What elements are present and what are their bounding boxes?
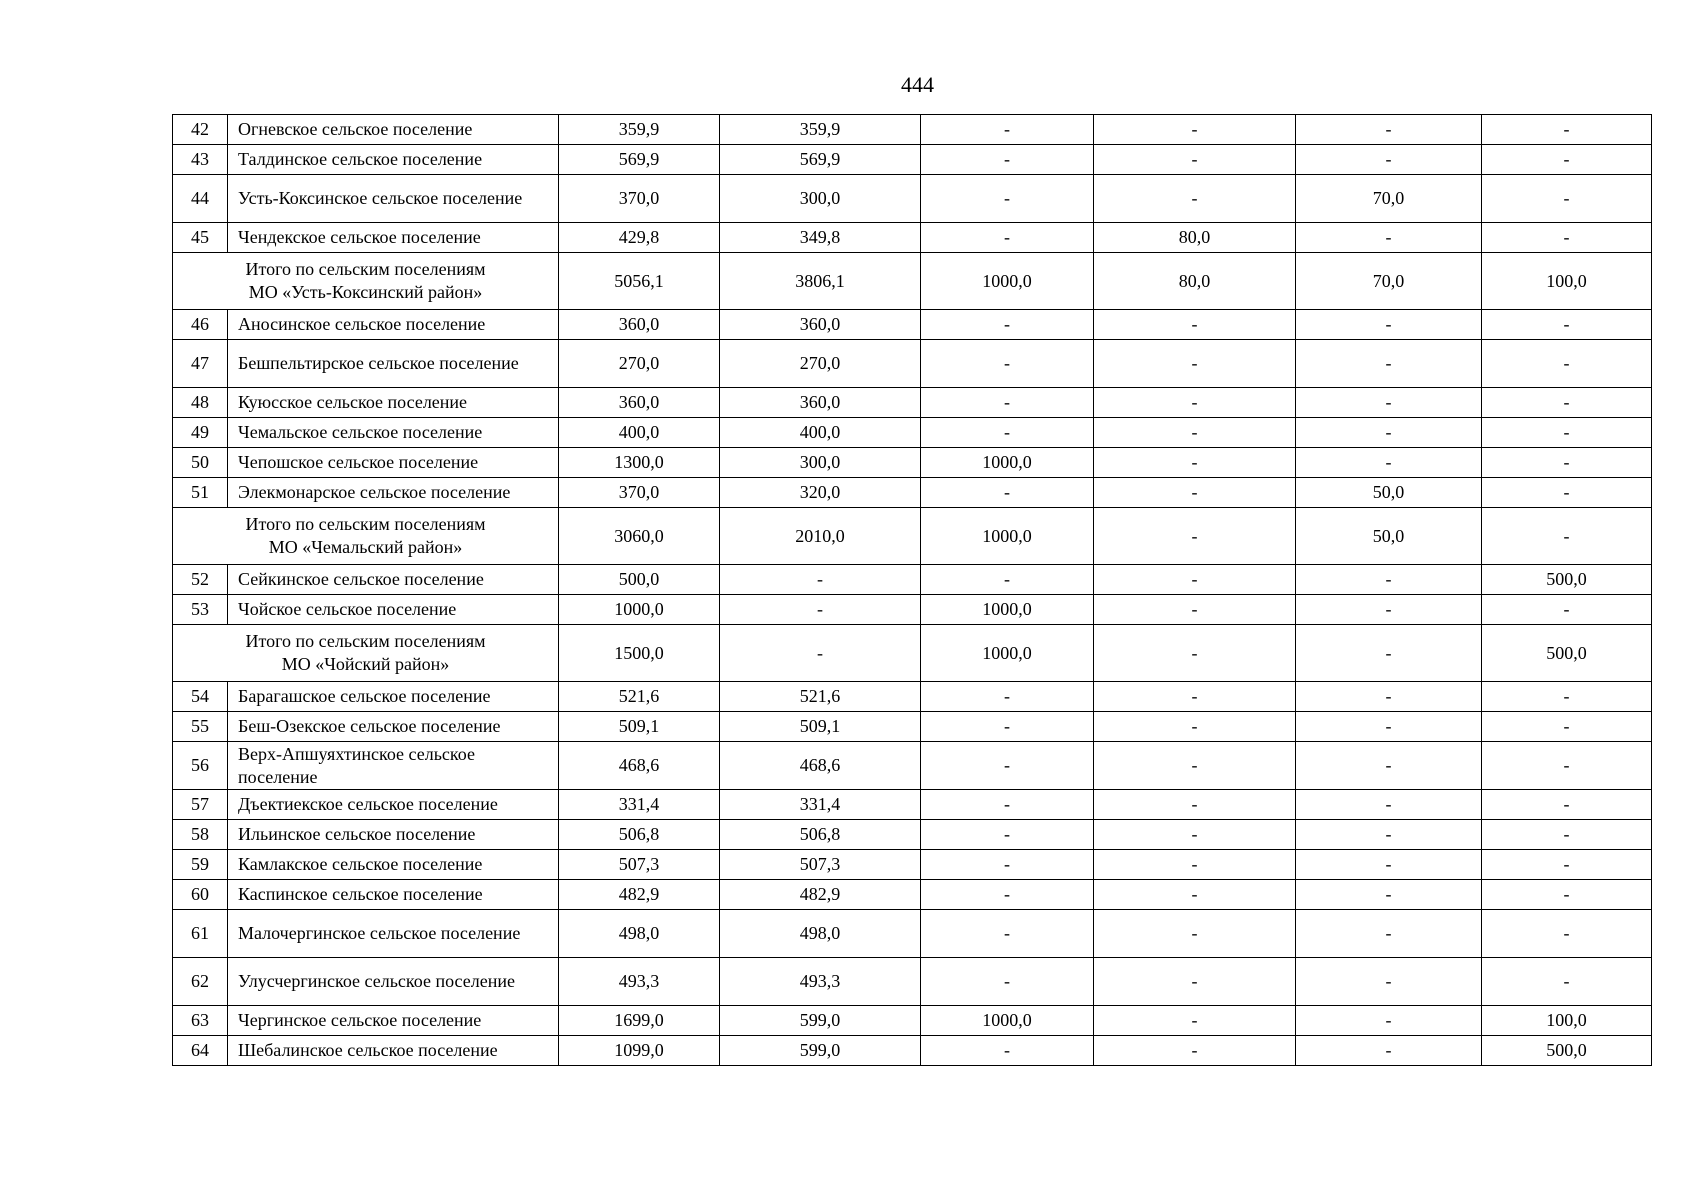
amount-cell-col5: - [1296, 145, 1482, 175]
total-label-line: Итого по сельским поселениям [245, 514, 486, 534]
amount-cell-col6: - [1482, 742, 1652, 790]
row-number-cell: 64 [173, 1036, 228, 1066]
amount-cell-col1: 360,0 [559, 310, 720, 340]
amount-cell-col4: - [1094, 790, 1296, 820]
settlement-name-cell: Чепошское сельское поселение [228, 448, 559, 478]
amount-cell-col1: 359,9 [559, 115, 720, 145]
settlement-name-cell: Аносинское сельское поселение [228, 310, 559, 340]
table-row [173, 712, 1652, 742]
table-row [173, 595, 1652, 625]
amount-cell-col4: - [1094, 910, 1296, 958]
amount-cell-col2: 331,4 [720, 790, 921, 820]
total-label-line: Итого по сельским поселениям [245, 259, 486, 279]
total-label-line: МО «Усть-Коксинский район» [248, 282, 483, 302]
amount-cell-col1: 3060,0 [559, 508, 720, 565]
row-number-cell: 50 [173, 448, 228, 478]
amount-cell-col6: - [1482, 850, 1652, 880]
amount-cell-col2: 507,3 [720, 850, 921, 880]
amount-cell-col2: 300,0 [720, 175, 921, 223]
amount-cell-col6: 500,0 [1482, 1036, 1652, 1066]
amount-cell-col4: - [1094, 712, 1296, 742]
row-number-cell: 43 [173, 145, 228, 175]
row-number-cell: 62 [173, 958, 228, 1006]
row-number-cell: 56 [173, 742, 228, 790]
amount-cell-col4: - [1094, 1036, 1296, 1066]
amount-cell-col2: 482,9 [720, 880, 921, 910]
amount-cell-col6: - [1482, 478, 1652, 508]
table-row [173, 880, 1652, 910]
settlement-name-cell: Талдинское сельское поселение [228, 145, 559, 175]
amount-cell-col2: 521,6 [720, 682, 921, 712]
amount-cell-col3: - [921, 1036, 1094, 1066]
amount-cell-col1: 1300,0 [559, 448, 720, 478]
amount-cell-col5: - [1296, 910, 1482, 958]
amount-cell-col1: 500,0 [559, 565, 720, 595]
settlement-name-cell: Дъектиекское сельское поселение [228, 790, 559, 820]
settlement-name-cell: Барагашское сельское поселение [228, 682, 559, 712]
table-row [173, 958, 1652, 1006]
amount-cell-col4: - [1094, 958, 1296, 1006]
amount-cell-col1: 5056,1 [559, 253, 720, 310]
table-row [173, 418, 1652, 448]
row-number-cell: 49 [173, 418, 228, 448]
amount-cell-col6: - [1482, 175, 1652, 223]
amount-cell-col3: - [921, 115, 1094, 145]
table-row [173, 448, 1652, 478]
amount-cell-col4: - [1094, 625, 1296, 682]
settlement-name-cell: Огневское сельское поселение [228, 115, 559, 145]
amount-cell-col3: - [921, 820, 1094, 850]
row-number-cell: 44 [173, 175, 228, 223]
amount-cell-col5: 50,0 [1296, 478, 1482, 508]
amount-cell-col6: - [1482, 388, 1652, 418]
settlement-name-cell: Элекмонарское сельское поселение [228, 478, 559, 508]
amount-cell-col1: 331,4 [559, 790, 720, 820]
amount-cell-col3: - [921, 388, 1094, 418]
amount-cell-col4: - [1094, 682, 1296, 712]
amount-cell-col2: 270,0 [720, 340, 921, 388]
amount-cell-col5: - [1296, 850, 1482, 880]
table-row [173, 478, 1652, 508]
settlement-name-cell: Чемальское сельское поселение [228, 418, 559, 448]
settlement-name-cell: Каспинское сельское поселение [228, 880, 559, 910]
amount-cell-col5: - [1296, 388, 1482, 418]
amount-cell-col5: - [1296, 820, 1482, 850]
amount-cell-col4: - [1094, 115, 1296, 145]
settlement-name-cell: Чендекское сельское поселение [228, 223, 559, 253]
amount-cell-col4: - [1094, 145, 1296, 175]
table-row [173, 388, 1652, 418]
table-row [173, 115, 1652, 145]
amount-cell-col3: - [921, 880, 1094, 910]
total-label-cell [173, 625, 559, 682]
amount-cell-col5: - [1296, 340, 1482, 388]
amount-cell-col3: - [921, 340, 1094, 388]
amount-cell-col3: - [921, 145, 1094, 175]
amount-cell-col6: 500,0 [1482, 625, 1652, 682]
amount-cell-col6: - [1482, 910, 1652, 958]
table-body [173, 115, 1652, 1066]
amount-cell-col2: 400,0 [720, 418, 921, 448]
amount-cell-col5: - [1296, 742, 1482, 790]
amount-cell-col4: - [1094, 340, 1296, 388]
settlement-name-cell: Чойское сельское поселение [228, 595, 559, 625]
table-row [173, 910, 1652, 958]
amount-cell-col6: - [1482, 115, 1652, 145]
amount-cell-col5: - [1296, 880, 1482, 910]
table-row [173, 682, 1652, 712]
amount-cell-col1: 493,3 [559, 958, 720, 1006]
amount-cell-col2: - [720, 595, 921, 625]
amount-cell-col5: - [1296, 223, 1482, 253]
amount-cell-col3: - [921, 682, 1094, 712]
amount-cell-col1: 507,3 [559, 850, 720, 880]
table-row [173, 850, 1652, 880]
amount-cell-col2: 349,8 [720, 223, 921, 253]
amount-cell-col5: 50,0 [1296, 508, 1482, 565]
amount-cell-col2: 569,9 [720, 145, 921, 175]
table-row [173, 175, 1652, 223]
amount-cell-col3: - [921, 790, 1094, 820]
settlement-name-cell: Усть-Коксинское сельское поселение [228, 175, 559, 223]
amount-cell-col3: 1000,0 [921, 1006, 1094, 1036]
settlement-name-cell: Улусчергинское сельское поселение [228, 958, 559, 1006]
amount-cell-col3: - [921, 478, 1094, 508]
amount-cell-col3: - [921, 712, 1094, 742]
amount-cell-col2: 360,0 [720, 310, 921, 340]
row-number-cell: 51 [173, 478, 228, 508]
amount-cell-col4: - [1094, 175, 1296, 223]
amount-cell-col5: - [1296, 682, 1482, 712]
amount-cell-col5: - [1296, 790, 1482, 820]
amount-cell-col1: 509,1 [559, 712, 720, 742]
total-label-line: МО «Чойский район» [281, 654, 450, 674]
amount-cell-col1: 1699,0 [559, 1006, 720, 1036]
amount-cell-col4: - [1094, 1006, 1296, 1036]
amount-cell-col5: - [1296, 1006, 1482, 1036]
amount-cell-col1: 482,9 [559, 880, 720, 910]
total-label-cell [173, 253, 559, 310]
settlement-name-cell: Камлакское сельское поселение [228, 850, 559, 880]
amount-cell-col5: - [1296, 310, 1482, 340]
amount-cell-col2: 506,8 [720, 820, 921, 850]
settlement-name-cell: Куюсское сельское поселение [228, 388, 559, 418]
table-row [173, 1006, 1652, 1036]
amount-cell-col3: - [921, 175, 1094, 223]
amount-cell-col5: - [1296, 115, 1482, 145]
amount-cell-col1: 270,0 [559, 340, 720, 388]
settlement-name-cell: Сейкинское сельское поселение [228, 565, 559, 595]
amount-cell-col3: 1000,0 [921, 595, 1094, 625]
row-number-cell: 53 [173, 595, 228, 625]
amount-cell-col6: - [1482, 958, 1652, 1006]
amount-cell-col6: - [1482, 223, 1652, 253]
amount-cell-col5: - [1296, 1036, 1482, 1066]
table-row [173, 742, 1652, 790]
amount-cell-col1: 1000,0 [559, 595, 720, 625]
settlement-name-cell: Малочергинское сельское поселение [228, 910, 559, 958]
amount-cell-col2: 300,0 [720, 448, 921, 478]
amount-cell-col4: - [1094, 508, 1296, 565]
amount-cell-col3: - [921, 958, 1094, 1006]
amount-cell-col4: - [1094, 850, 1296, 880]
settlement-name-cell: Чергинское сельское поселение [228, 1006, 559, 1036]
table-row [173, 223, 1652, 253]
amount-cell-col4: - [1094, 595, 1296, 625]
amount-cell-col2: 493,3 [720, 958, 921, 1006]
amount-cell-col2: 498,0 [720, 910, 921, 958]
amount-cell-col3: 1000,0 [921, 625, 1094, 682]
page-number: 444 [901, 72, 934, 97]
amount-cell-col6: - [1482, 448, 1652, 478]
table-row [173, 820, 1652, 850]
amount-cell-col2: - [720, 625, 921, 682]
amount-cell-col4: 80,0 [1094, 253, 1296, 310]
row-number-cell: 42 [173, 115, 228, 145]
amount-cell-col3: 1000,0 [921, 448, 1094, 478]
table-total-row [173, 625, 1652, 682]
budget-table [172, 114, 1652, 1066]
amount-cell-col4: - [1094, 565, 1296, 595]
amount-cell-col4: - [1094, 418, 1296, 448]
row-number-cell: 55 [173, 712, 228, 742]
amount-cell-col2: 2010,0 [720, 508, 921, 565]
amount-cell-col2: 599,0 [720, 1006, 921, 1036]
amount-cell-col2: 359,9 [720, 115, 921, 145]
amount-cell-col3: - [921, 850, 1094, 880]
amount-cell-col6: - [1482, 682, 1652, 712]
amount-cell-col5: - [1296, 595, 1482, 625]
amount-cell-col1: 370,0 [559, 175, 720, 223]
row-number-cell: 63 [173, 1006, 228, 1036]
table-row [173, 310, 1652, 340]
settlement-name-cell: Ильинское сельское поселение [228, 820, 559, 850]
amount-cell-col1: 506,8 [559, 820, 720, 850]
row-number-cell: 45 [173, 223, 228, 253]
amount-cell-col5: - [1296, 712, 1482, 742]
row-number-cell: 48 [173, 388, 228, 418]
amount-cell-col5: - [1296, 418, 1482, 448]
amount-cell-col3: - [921, 310, 1094, 340]
amount-cell-col6: - [1482, 820, 1652, 850]
table-total-row [173, 508, 1652, 565]
total-label-cell [173, 508, 559, 565]
row-number-cell: 59 [173, 850, 228, 880]
table-row [173, 565, 1652, 595]
amount-cell-col6: - [1482, 508, 1652, 565]
amount-cell-col5: 70,0 [1296, 253, 1482, 310]
amount-cell-col4: 80,0 [1094, 223, 1296, 253]
amount-cell-col1: 360,0 [559, 388, 720, 418]
amount-cell-col4: - [1094, 742, 1296, 790]
table-total-row [173, 253, 1652, 310]
amount-cell-col2: 509,1 [720, 712, 921, 742]
amount-cell-col1: 1500,0 [559, 625, 720, 682]
amount-cell-col5: 70,0 [1296, 175, 1482, 223]
amount-cell-col3: - [921, 565, 1094, 595]
amount-cell-col2: 360,0 [720, 388, 921, 418]
amount-cell-col1: 429,8 [559, 223, 720, 253]
amount-cell-col1: 521,6 [559, 682, 720, 712]
table-row [173, 790, 1652, 820]
amount-cell-col3: 1000,0 [921, 508, 1094, 565]
amount-cell-col3: - [921, 223, 1094, 253]
amount-cell-col3: - [921, 742, 1094, 790]
amount-cell-col6: - [1482, 340, 1652, 388]
amount-cell-col1: 498,0 [559, 910, 720, 958]
amount-cell-col6: - [1482, 595, 1652, 625]
row-number-cell: 46 [173, 310, 228, 340]
amount-cell-col1: 468,6 [559, 742, 720, 790]
amount-cell-col1: 400,0 [559, 418, 720, 448]
amount-cell-col5: - [1296, 958, 1482, 1006]
amount-cell-col3: - [921, 418, 1094, 448]
row-number-cell: 60 [173, 880, 228, 910]
amount-cell-col5: - [1296, 448, 1482, 478]
amount-cell-col2: 468,6 [720, 742, 921, 790]
amount-cell-col6: 100,0 [1482, 1006, 1652, 1036]
amount-cell-col2: 3806,1 [720, 253, 921, 310]
row-number-cell: 58 [173, 820, 228, 850]
amount-cell-col2: 599,0 [720, 1036, 921, 1066]
table-row [173, 145, 1652, 175]
settlement-name-cell: Шебалинское сельское поселение [228, 1036, 559, 1066]
row-number-cell: 57 [173, 790, 228, 820]
row-number-cell: 52 [173, 565, 228, 595]
amount-cell-col6: - [1482, 310, 1652, 340]
amount-cell-col5: - [1296, 625, 1482, 682]
amount-cell-col6: 500,0 [1482, 565, 1652, 595]
amount-cell-col3: - [921, 910, 1094, 958]
amount-cell-col6: - [1482, 880, 1652, 910]
settlement-name-cell: Бешпельтирское сельское поселение [228, 340, 559, 388]
amount-cell-col1: 370,0 [559, 478, 720, 508]
amount-cell-col4: - [1094, 310, 1296, 340]
table-row [173, 1036, 1652, 1066]
amount-cell-col1: 569,9 [559, 145, 720, 175]
amount-cell-col5: - [1296, 565, 1482, 595]
total-label-line: Итого по сельским поселениям [245, 631, 486, 651]
amount-cell-col3: 1000,0 [921, 253, 1094, 310]
row-number-cell: 54 [173, 682, 228, 712]
amount-cell-col6: 100,0 [1482, 253, 1652, 310]
amount-cell-col6: - [1482, 145, 1652, 175]
amount-cell-col4: - [1094, 820, 1296, 850]
amount-cell-col2: 320,0 [720, 478, 921, 508]
amount-cell-col6: - [1482, 418, 1652, 448]
amount-cell-col4: - [1094, 478, 1296, 508]
settlement-name-cell: Беш-Озекское сельское поселение [228, 712, 559, 742]
table-row [173, 340, 1652, 388]
amount-cell-col6: - [1482, 712, 1652, 742]
amount-cell-col4: - [1094, 388, 1296, 418]
row-number-cell: 47 [173, 340, 228, 388]
settlement-name-cell: Верх-Апшуяхтинское сельское поселение [228, 742, 559, 790]
amount-cell-col4: - [1094, 880, 1296, 910]
row-number-cell: 61 [173, 910, 228, 958]
amount-cell-col1: 1099,0 [559, 1036, 720, 1066]
total-label-line: МО «Чемальский район» [268, 537, 463, 557]
amount-cell-col2: - [720, 565, 921, 595]
amount-cell-col4: - [1094, 448, 1296, 478]
amount-cell-col6: - [1482, 790, 1652, 820]
